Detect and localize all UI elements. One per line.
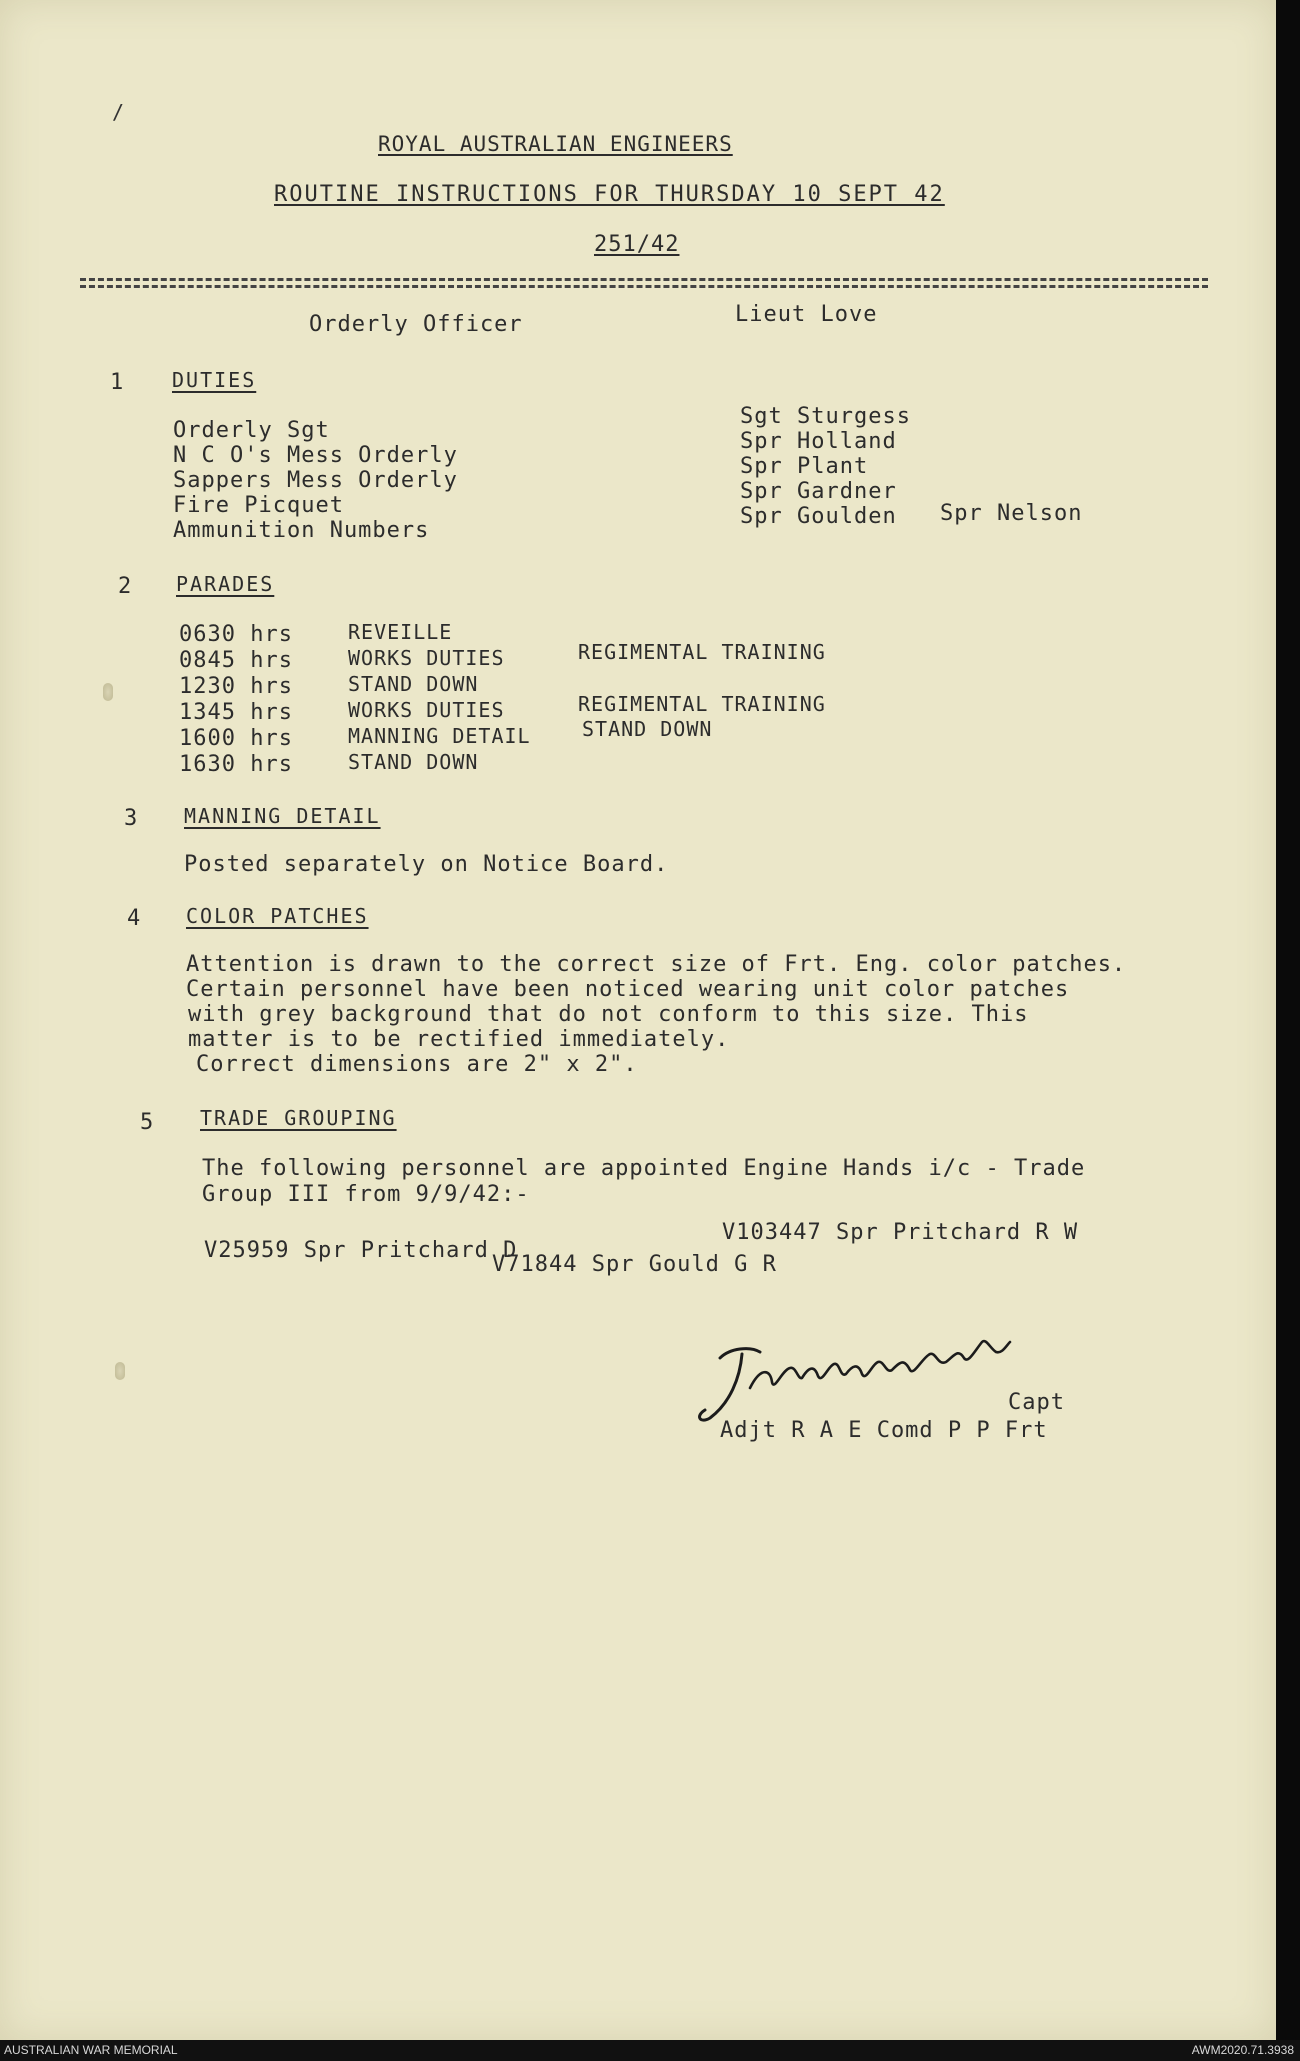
duty-role: N C O's Mess Orderly bbox=[173, 443, 458, 468]
duty-role: Sappers Mess Orderly bbox=[173, 468, 458, 493]
section-number-color-patches: 4 bbox=[127, 906, 142, 931]
manning-text: Posted separately on Notice Board. bbox=[184, 852, 669, 877]
color-patches-line: with grey background that do not conform to this size. This bbox=[188, 1002, 1029, 1027]
color-patches-line: Correct dimensions are 2" x 2". bbox=[196, 1052, 638, 1077]
pencil-mark: / bbox=[112, 100, 125, 124]
section-title-trade: TRADE GROUPING bbox=[200, 1106, 397, 1130]
duty-name: Spr Holland bbox=[740, 429, 897, 454]
section-title-color-patches: COLOR PATCHES bbox=[186, 904, 369, 928]
parade-event: MANNING DETAIL bbox=[348, 724, 531, 748]
parade-time: 1230 hrs bbox=[179, 674, 293, 699]
parade-detail: REGIMENTAL TRAINING bbox=[578, 640, 826, 664]
footer-accession-number: AWM2020.71.3938 bbox=[1191, 2043, 1294, 2057]
parade-time: 0630 hrs bbox=[179, 622, 293, 647]
footer-institution: AUSTRALIAN WAR MEMORIAL bbox=[4, 2043, 178, 2057]
section-title-duties: DUTIES bbox=[172, 368, 257, 392]
routine-number: 251/42 bbox=[594, 232, 680, 257]
signature-image bbox=[690, 1318, 1040, 1428]
parade-time: 0845 hrs bbox=[179, 648, 293, 673]
trade-person: V25959 Spr Pritchard D bbox=[204, 1238, 518, 1263]
duty-name: Spr Plant bbox=[740, 454, 869, 479]
trade-person: V71844 Spr Gould G R bbox=[492, 1252, 777, 1277]
parade-detail: REGIMENTAL TRAINING bbox=[578, 692, 826, 716]
duty-name: Sgt Sturgess bbox=[740, 404, 911, 429]
signoff-title: Adjt R A E Comd P P Frt bbox=[720, 1418, 1048, 1443]
trade-line: The following personnel are appointed Engine Hands i/c - Trade bbox=[202, 1156, 1086, 1181]
header-divider bbox=[80, 278, 1208, 288]
header-subtitle: ROUTINE INSTRUCTIONS FOR THURSDAY 10 SEPT 42 bbox=[274, 182, 945, 207]
archive-footer bbox=[0, 2040, 1300, 2061]
trade-person: V103447 Spr Pritchard R W bbox=[722, 1220, 1079, 1245]
duty-role: Ammunition Numbers bbox=[173, 518, 430, 543]
trade-line: Group III from 9/9/42:- bbox=[202, 1182, 530, 1207]
parade-time: 1345 hrs bbox=[179, 700, 293, 725]
duty-name: Spr Gardner bbox=[740, 479, 897, 504]
section-number-duties: 1 bbox=[110, 370, 125, 395]
parade-detail: STAND DOWN bbox=[582, 717, 713, 741]
duty-role: Orderly Sgt bbox=[173, 418, 330, 443]
section-title-manning: MANNING DETAIL bbox=[184, 804, 381, 828]
parade-event: STAND DOWN bbox=[348, 672, 479, 696]
signoff-rank: Capt bbox=[1008, 1390, 1065, 1415]
color-patches-line: Attention is drawn to the correct size of Frt. Eng. color patches. bbox=[186, 952, 1127, 977]
punch-hole-top bbox=[103, 683, 113, 701]
section-number-manning: 3 bbox=[124, 806, 139, 831]
parade-event: REVEILLE bbox=[348, 620, 453, 644]
section-title-parades: PARADES bbox=[176, 572, 275, 596]
header-title: ROYAL AUSTRALIAN ENGINEERS bbox=[378, 132, 733, 156]
parade-time: 1630 hrs bbox=[179, 752, 293, 777]
orderly-officer-label: Orderly Officer bbox=[309, 312, 523, 337]
parade-event: STAND DOWN bbox=[348, 750, 479, 774]
section-number-parades: 2 bbox=[118, 574, 133, 599]
parade-time: 1600 hrs bbox=[179, 726, 293, 751]
orderly-officer-name: Lieut Love bbox=[735, 302, 878, 327]
duty-role: Fire Picquet bbox=[173, 493, 344, 518]
punch-hole-bottom bbox=[115, 1362, 125, 1380]
parade-event: WORKS DUTIES bbox=[348, 698, 505, 722]
page-edge bbox=[1276, 0, 1300, 2040]
color-patches-line: Certain personnel have been noticed wearing unit color patches bbox=[186, 977, 1070, 1002]
section-number-trade: 5 bbox=[140, 1110, 155, 1135]
parade-event: WORKS DUTIES bbox=[348, 646, 505, 670]
duty-name-extra: Spr Nelson bbox=[940, 501, 1083, 526]
duty-name: Spr Goulden bbox=[740, 504, 897, 529]
color-patches-line: matter is to be rectified immediately. bbox=[188, 1027, 730, 1052]
